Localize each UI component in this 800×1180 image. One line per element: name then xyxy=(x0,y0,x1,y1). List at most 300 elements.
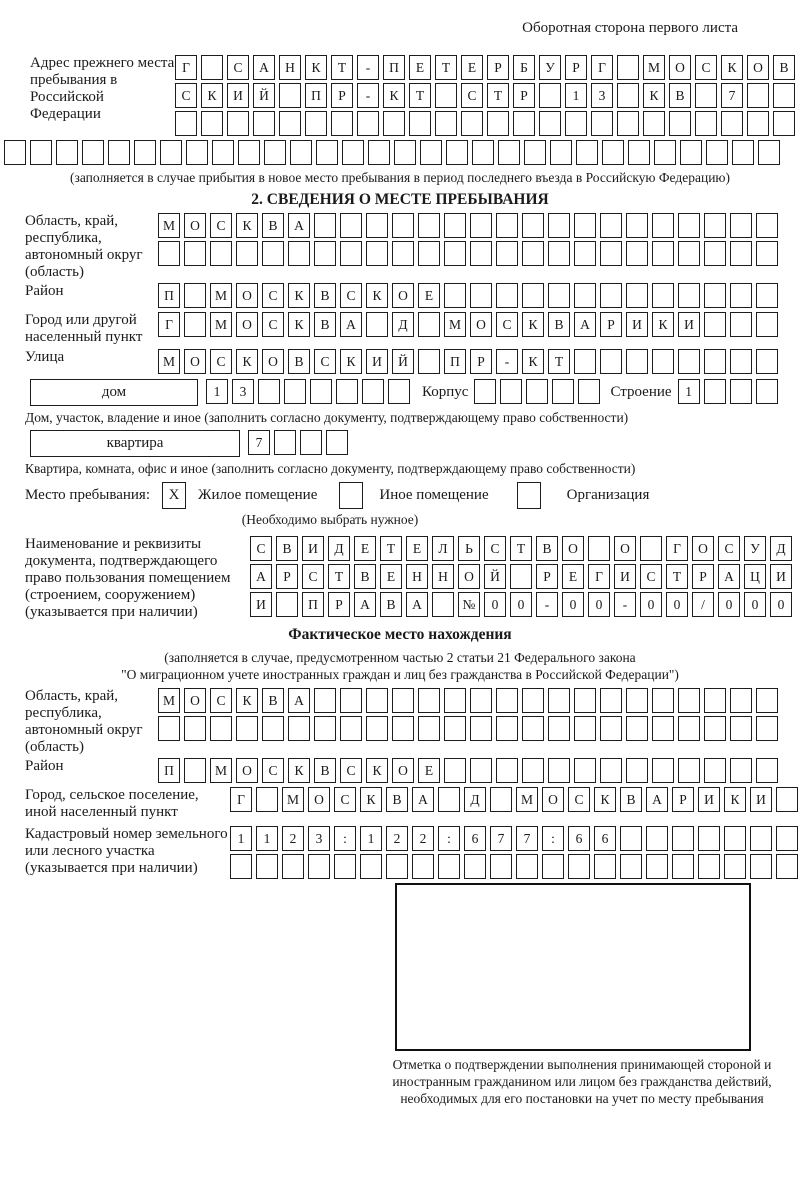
char-cell xyxy=(522,716,544,741)
char-cell: П xyxy=(158,758,180,783)
char-cell xyxy=(444,283,466,308)
prev-address-row-4 xyxy=(0,140,800,165)
char-cell xyxy=(444,758,466,783)
char-cell xyxy=(776,854,798,879)
city-row xyxy=(158,312,778,337)
char-cell: К xyxy=(643,83,665,108)
char-cell: 6 xyxy=(568,826,590,851)
char-cell xyxy=(158,241,180,266)
char-cell: О xyxy=(747,55,769,80)
region-label: Область, край, республика, автономный округ (область) xyxy=(25,213,143,280)
char-cell xyxy=(522,688,544,713)
char-cell: С xyxy=(227,55,249,80)
char-cell: К xyxy=(724,787,746,812)
apartment-row xyxy=(0,430,800,457)
char-cell: 2 xyxy=(386,826,408,851)
char-cell: О xyxy=(562,536,584,561)
char-cell: 1 xyxy=(256,826,278,851)
district2-label: Район xyxy=(25,758,64,774)
char-cell xyxy=(704,716,726,741)
stroenie-label: Строение xyxy=(610,384,672,400)
char-cell: Р xyxy=(513,83,535,108)
char-cell: Р xyxy=(600,312,622,337)
char-cell xyxy=(574,283,596,308)
char-cell xyxy=(756,241,778,266)
char-cell xyxy=(256,787,278,812)
char-cell: О xyxy=(308,787,330,812)
char-cell: Ц xyxy=(744,564,766,589)
char-cell: К xyxy=(366,758,388,783)
char-cell: Т xyxy=(409,83,431,108)
char-cell: 0 xyxy=(718,592,740,617)
char-cell: Ь xyxy=(458,536,480,561)
stroenie-cells xyxy=(678,379,778,404)
char-cell xyxy=(513,111,535,136)
char-cell: М xyxy=(444,312,466,337)
char-cell xyxy=(600,241,622,266)
char-cell xyxy=(420,140,442,165)
char-cell xyxy=(470,758,492,783)
char-cell: О xyxy=(184,349,206,374)
char-cell: 7 xyxy=(721,83,743,108)
char-cell: К xyxy=(340,349,362,374)
char-cell xyxy=(522,213,544,238)
actual-location-note-2: "О миграционном учете иностранных граждан и лиц без гражданства в Российской Федерации") xyxy=(121,667,679,682)
char-cell xyxy=(548,213,570,238)
char-cell: 0 xyxy=(744,592,766,617)
apartment-note: Квартира, комната, офис и иное (заполнить согласно документу, подтверждающему право собственности) xyxy=(25,461,636,476)
apartment-cells xyxy=(248,430,348,455)
char-cell xyxy=(548,688,570,713)
char-cell xyxy=(276,592,298,617)
cadastre-rows xyxy=(230,826,798,879)
apartment-box: квартира xyxy=(30,430,240,457)
char-cell xyxy=(314,241,336,266)
char-cell: К xyxy=(360,787,382,812)
char-cell xyxy=(461,111,483,136)
prev-address-note: (заполняется в случае прибытия в новое место пребывания в период последнего въезда в Российскую Федерацию) xyxy=(69,170,731,185)
char-cell: Н xyxy=(406,564,428,589)
char-cell xyxy=(500,379,522,404)
char-cell: К xyxy=(236,688,258,713)
char-cell: 0 xyxy=(562,592,584,617)
char-cell xyxy=(184,241,206,266)
house-row xyxy=(0,379,800,406)
char-cell xyxy=(186,140,208,165)
char-cell xyxy=(314,213,336,238)
char-cell: С xyxy=(340,283,362,308)
char-cell xyxy=(366,716,388,741)
char-cell xyxy=(730,716,752,741)
street-field xyxy=(0,349,800,374)
char-cell: Р xyxy=(487,55,509,80)
char-cell xyxy=(284,379,306,404)
char-cell: В xyxy=(773,55,795,80)
char-cell: Г xyxy=(666,536,688,561)
char-cell xyxy=(340,716,362,741)
char-cell: 0 xyxy=(640,592,662,617)
char-cell xyxy=(680,140,702,165)
char-cell: Д xyxy=(770,536,792,561)
char-cell xyxy=(574,213,596,238)
char-cell: К xyxy=(594,787,616,812)
char-cell xyxy=(388,379,410,404)
char-cell xyxy=(282,854,304,879)
char-cell xyxy=(600,716,622,741)
char-cell xyxy=(412,854,434,879)
char-cell: Р xyxy=(536,564,558,589)
char-cell: С xyxy=(334,787,356,812)
char-cell: С xyxy=(340,758,362,783)
char-cell xyxy=(602,140,624,165)
char-cell xyxy=(134,140,156,165)
char-cell xyxy=(721,111,743,136)
char-cell xyxy=(568,854,590,879)
char-cell: И xyxy=(698,787,720,812)
char-cell xyxy=(340,241,362,266)
char-cell xyxy=(578,379,600,404)
char-cell xyxy=(756,716,778,741)
char-cell: П xyxy=(302,592,324,617)
char-cell: 0 xyxy=(666,592,688,617)
char-cell xyxy=(626,688,648,713)
prev-address-block xyxy=(0,55,800,136)
char-cell: 3 xyxy=(591,83,613,108)
char-cell: В xyxy=(262,688,284,713)
char-cell xyxy=(600,758,622,783)
char-cell: О xyxy=(392,283,414,308)
char-cell xyxy=(474,379,496,404)
char-cell xyxy=(4,140,26,165)
char-cell xyxy=(362,379,384,404)
char-cell: О xyxy=(458,564,480,589)
char-cell xyxy=(314,716,336,741)
char-cell: Д xyxy=(392,312,414,337)
char-cell xyxy=(496,283,518,308)
char-cell xyxy=(160,140,182,165)
char-cell xyxy=(773,83,795,108)
char-cell xyxy=(550,140,572,165)
char-cell xyxy=(652,349,674,374)
char-cell: 1 xyxy=(360,826,382,851)
document-row-2 xyxy=(250,564,792,589)
char-cell xyxy=(305,111,327,136)
char-cell: Е xyxy=(418,283,440,308)
char-cell: - xyxy=(614,592,636,617)
char-cell: И xyxy=(678,312,700,337)
char-cell xyxy=(470,283,492,308)
char-cell: И xyxy=(750,787,772,812)
district-field xyxy=(0,283,800,308)
char-cell xyxy=(336,379,358,404)
char-cell: 1 xyxy=(678,379,700,404)
section2-title: 2. СВЕДЕНИЯ О МЕСТЕ ПРЕБЫВАНИЯ xyxy=(251,191,549,208)
char-cell xyxy=(510,564,532,589)
char-cell xyxy=(392,213,414,238)
char-cell: К xyxy=(201,83,223,108)
region2-rows xyxy=(158,688,778,741)
char-cell xyxy=(464,854,486,879)
char-cell: А xyxy=(406,592,428,617)
char-cell: У xyxy=(539,55,561,80)
char-cell xyxy=(576,140,598,165)
char-cell xyxy=(724,854,746,879)
char-cell xyxy=(444,688,466,713)
char-cell xyxy=(643,111,665,136)
stamp-caption: Отметка о подтверждении выполнения принимающей стороной и иностранным гражданином или лицом без гражданства действий, необходимых для его постановки на учет по месту пребывания xyxy=(392,1057,772,1106)
char-cell xyxy=(626,241,648,266)
char-cell xyxy=(418,241,440,266)
char-cell xyxy=(539,111,561,136)
char-cell: Р xyxy=(331,83,353,108)
checkbox-residential: X xyxy=(162,482,186,509)
region2-row-1 xyxy=(158,688,778,713)
char-cell xyxy=(438,787,460,812)
char-cell xyxy=(756,283,778,308)
char-cell xyxy=(756,379,778,404)
char-cell xyxy=(626,349,648,374)
char-cell xyxy=(340,213,362,238)
char-cell: О xyxy=(614,536,636,561)
region2-label: Область, край, республика, автономный округ (область) xyxy=(25,688,143,755)
char-cell: 0 xyxy=(484,592,506,617)
region-rows xyxy=(158,213,778,266)
char-cell: К xyxy=(522,349,544,374)
char-cell xyxy=(470,213,492,238)
char-cell xyxy=(678,283,700,308)
char-cell: О xyxy=(236,283,258,308)
char-cell xyxy=(695,111,717,136)
char-cell: В xyxy=(620,787,642,812)
char-cell xyxy=(409,111,431,136)
char-cell xyxy=(626,758,648,783)
stamp-box xyxy=(395,883,751,1051)
char-cell xyxy=(756,349,778,374)
char-cell: Н xyxy=(279,55,301,80)
char-cell: Е xyxy=(461,55,483,80)
char-cell xyxy=(730,758,752,783)
char-cell xyxy=(626,283,648,308)
char-cell: Р xyxy=(692,564,714,589)
char-cell: Г xyxy=(591,55,613,80)
option-other-premises-label: Иное помещение xyxy=(379,487,489,503)
document-label: Наименование и реквизиты документа, подтверждающего право пользования помещением (строением, сооружением) (указывается при наличии) xyxy=(25,536,231,620)
char-cell: К xyxy=(288,312,310,337)
char-cell: 3 xyxy=(232,379,254,404)
char-cell xyxy=(184,758,206,783)
char-cell: - xyxy=(536,592,558,617)
char-cell xyxy=(256,854,278,879)
char-cell: С xyxy=(302,564,324,589)
option-organization-label: Организация xyxy=(566,487,650,503)
char-cell xyxy=(516,854,538,879)
checkbox-organization xyxy=(517,482,541,509)
char-cell xyxy=(418,688,440,713)
char-cell: А xyxy=(646,787,668,812)
char-cell xyxy=(678,758,700,783)
char-cell: Т xyxy=(487,83,509,108)
char-cell: С xyxy=(210,213,232,238)
char-cell xyxy=(730,241,752,266)
char-cell: М xyxy=(516,787,538,812)
char-cell xyxy=(108,140,130,165)
char-cell: О xyxy=(669,55,691,80)
char-cell: Г xyxy=(175,55,197,80)
document-row-3 xyxy=(250,592,792,617)
page-title: Оборотная сторона первого листа xyxy=(522,20,738,36)
char-cell xyxy=(704,688,726,713)
char-cell: А xyxy=(288,688,310,713)
char-cell xyxy=(698,826,720,851)
char-cell xyxy=(490,854,512,879)
char-cell: Т xyxy=(435,55,457,80)
char-cell: В xyxy=(548,312,570,337)
char-cell xyxy=(776,826,798,851)
char-cell: С xyxy=(718,536,740,561)
cadastre-row-1 xyxy=(230,826,798,851)
actual-location-notes xyxy=(0,649,800,683)
char-cell xyxy=(750,826,772,851)
char-cell xyxy=(574,758,596,783)
korpus-cells xyxy=(474,379,600,404)
document-field xyxy=(0,536,800,621)
char-cell xyxy=(574,688,596,713)
char-cell xyxy=(756,213,778,238)
char-cell xyxy=(600,349,622,374)
char-cell: : xyxy=(334,826,356,851)
district2-row xyxy=(158,758,778,783)
char-cell: И xyxy=(614,564,636,589)
char-cell xyxy=(678,716,700,741)
char-cell xyxy=(522,241,544,266)
char-cell xyxy=(552,379,574,404)
char-cell xyxy=(704,349,726,374)
char-cell: М xyxy=(158,688,180,713)
char-cell: Е xyxy=(380,564,402,589)
char-cell: О xyxy=(262,349,284,374)
char-cell xyxy=(392,716,414,741)
char-cell: О xyxy=(392,758,414,783)
char-cell xyxy=(230,854,252,879)
char-cell xyxy=(258,379,280,404)
char-cell xyxy=(418,349,440,374)
char-cell xyxy=(756,688,778,713)
char-cell xyxy=(672,826,694,851)
char-cell xyxy=(366,241,388,266)
cadastre-label: Кадастровый номер земельного или лесного участка (указывается при наличии) xyxy=(25,826,228,876)
char-cell: П xyxy=(158,283,180,308)
char-cell: К xyxy=(288,758,310,783)
char-cell xyxy=(184,716,206,741)
char-cell: О xyxy=(236,312,258,337)
char-cell: К xyxy=(522,312,544,337)
char-cell: 6 xyxy=(464,826,486,851)
char-cell: Е xyxy=(562,564,584,589)
street-row xyxy=(158,349,778,374)
char-cell: О xyxy=(236,758,258,783)
city2-field xyxy=(0,787,800,821)
street-label: Улица xyxy=(25,349,65,365)
char-cell xyxy=(340,688,362,713)
char-cell: 0 xyxy=(770,592,792,617)
char-cell: П xyxy=(444,349,466,374)
char-cell: - xyxy=(357,83,379,108)
char-cell xyxy=(626,716,648,741)
char-cell xyxy=(756,312,778,337)
char-cell: В xyxy=(380,592,402,617)
char-cell: А xyxy=(574,312,596,337)
char-cell: О xyxy=(184,688,206,713)
city2-row xyxy=(230,787,798,812)
char-cell xyxy=(646,854,668,879)
char-cell xyxy=(444,213,466,238)
char-cell: С xyxy=(640,564,662,589)
char-cell xyxy=(308,854,330,879)
char-cell xyxy=(490,787,512,812)
char-cell xyxy=(730,283,752,308)
char-cell: 0 xyxy=(588,592,610,617)
stay-type-row xyxy=(0,482,800,509)
char-cell: П xyxy=(305,83,327,108)
char-cell xyxy=(600,283,622,308)
char-cell xyxy=(626,213,648,238)
char-cell xyxy=(732,140,754,165)
char-cell xyxy=(496,241,518,266)
district-label: Район xyxy=(25,283,64,299)
char-cell xyxy=(600,213,622,238)
char-cell xyxy=(669,111,691,136)
char-cell xyxy=(522,283,544,308)
option-residential-label: Жилое помещение xyxy=(198,487,318,503)
char-cell xyxy=(175,111,197,136)
char-cell: С xyxy=(496,312,518,337)
house-box: дом xyxy=(30,379,198,406)
char-cell: А xyxy=(718,564,740,589)
char-cell: К xyxy=(383,83,405,108)
char-cell: Р xyxy=(565,55,587,80)
char-cell: 7 xyxy=(490,826,512,851)
char-cell: : xyxy=(438,826,460,851)
char-cell xyxy=(279,111,301,136)
char-cell xyxy=(539,83,561,108)
char-cell xyxy=(730,349,752,374)
cadastre-row-2 xyxy=(230,854,798,879)
char-cell: Д xyxy=(328,536,350,561)
char-cell: О xyxy=(184,213,206,238)
char-cell: С xyxy=(210,349,232,374)
char-cell: В xyxy=(536,536,558,561)
char-cell: Е xyxy=(406,536,428,561)
choose-note: (Необходимо выбрать нужное) xyxy=(241,512,419,527)
char-cell xyxy=(724,826,746,851)
char-cell xyxy=(574,716,596,741)
char-cell xyxy=(472,140,494,165)
region2-row-2 xyxy=(158,716,778,741)
city-field xyxy=(0,312,800,346)
char-cell xyxy=(652,283,674,308)
char-cell xyxy=(496,688,518,713)
char-cell: И xyxy=(302,536,324,561)
char-cell xyxy=(435,83,457,108)
char-cell xyxy=(262,241,284,266)
char-cell xyxy=(444,716,466,741)
actual-location-note-1: (заполняется в случае, предусмотренном частью 2 статьи 21 Федерального закона xyxy=(164,650,636,665)
char-cell xyxy=(698,854,720,879)
char-cell: 1 xyxy=(230,826,252,851)
document-row-1 xyxy=(250,536,792,561)
prev-address-rows xyxy=(175,55,795,136)
char-cell: К xyxy=(366,283,388,308)
